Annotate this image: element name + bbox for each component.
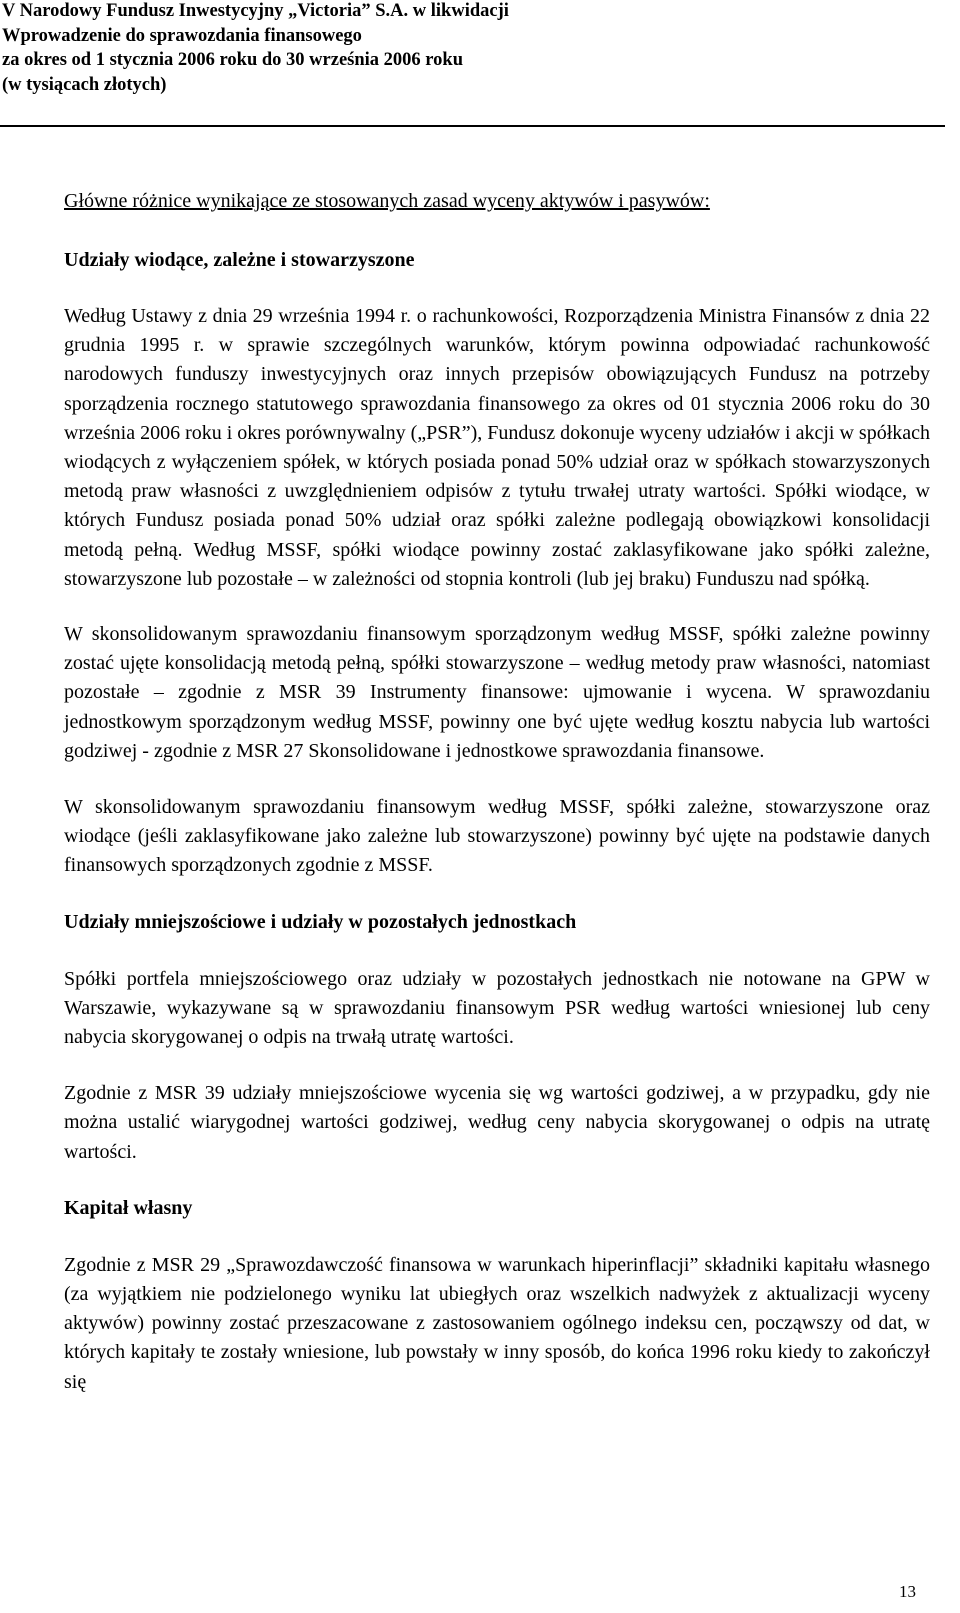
header-currency-unit: (w tysiącach złotych)	[2, 74, 167, 95]
header-period: za okres od 1 stycznia 2006 roku do 30 września 2006 roku	[2, 50, 463, 70]
header-divider	[0, 125, 945, 127]
paragraph-ifrs-basis: W skonsolidowanym sprawozdaniu finansowym według MSSF, spółki zależne, stowarzyszone oraz wiodące (jeśli zaklasyfikowane jako zależne lub stowarzyszone) powinny być ujęte na podstawie danych finansowych sporządzonych zgodnie z MSSF.	[64, 796, 930, 877]
paragraph-msr39-valuation: Zgodnie z MSR 39 udziały mniejszościowe wycenia się wg wartości godziwej, a w przypadku, gdy nie można ustalić wiarygodnej wartości godziwej, według ceny nabycia skorygowanej o odpis na utratę wartości.	[64, 1082, 930, 1163]
document-body	[64, 187, 930, 1397]
section-intro: Główne różnice wynikające ze stosowanych zasad wyceny aktywów i pasywów:	[64, 190, 710, 212]
heading-subsidiaries: Udziały wiodące, zależne i stowarzyszone	[64, 249, 415, 271]
heading-equity: Kapitał własny	[64, 1196, 193, 1219]
paragraph-subsidiaries-valuation: Według Ustawy z dnia 29 września 1994 r. o rachunkowości, Rozporządzenia Ministra Finansów z dnia 22 grudnia 1995 r. w sprawie szczególnych warunków, którym powinna odpowiadać rachunkowość narodowych funduszy inwestycyjnych oraz innych przepisów obowiązujących Fundusz na potrzeby sporządzenia rocznego statutowego sprawozdania finansowego za okres od 01 stycznia 2006 roku do 30 września 2006 roku i okres porównywalny („PSR”), Fundusz dokonuje wyceny udziałów i akcji w spółkach wiodących z wyłączeniem spółek, w których posiada ponad 50% udział oraz w spółkach stowarzyszonych metodą praw własności z uwzględnieniem odpisów z tytułu trwałej utraty wartości. Spółki wiodące, w których Fundusz posiada ponad 50% udział oraz spółki zależne podlegają obowiązkowi konsolidacji metodą pełną. Według MSSF, spółki wiodące powinny zostać zaklasyfikowane jako spółki zależne, stowarzyszone lub pozostałe – w zależności od stopnia kontroli (lub jej braku) Funduszu nad spółką.	[64, 305, 930, 590]
paragraph-minority-portfolio: Spółki portfela mniejszościowego oraz udziały w pozostałych jednostkach nie notowane na GPW w Warszawie, wykazywane są w sprawozdaniu finansowym PSR według wartości wniesionej lub ceny nabycia skorygowanej o odpis na trwałą utratę wartości.	[64, 967, 930, 1049]
document-header	[0, 0, 945, 97]
paragraph-msr29-hyperinflation: Zgodnie z MSR 29 „Sprawozdawczość finansowa w warunkach hiperinflacji” składniki kapitału własnego (za wyjątkiem nie podzielonego wyniku lat ubiegłych oraz wszelkich nadwyżek z aktualizacji wyceny aktywów) powinny zostać przeszacowane z zastosowaniem ogólnego indeksu cen, począwszy od dat, w których kapitały te zostały wniesione, lub powstały w inny sposób, do końca 1996 roku kiedy to zakończył się	[64, 1253, 930, 1393]
paragraph-consolidated-statements: W skonsolidowanym sprawozdaniu finansowym sporządzonym według MSSF, spółki zależne powinny zostać ujęte konsolidacją metodą pełną, spółki stowarzyszone – według metody praw własności, natomiast pozostałe – zgodnie z MSR 39 Instrumenty finansowe: ujmowanie i wycena. W sprawozdaniu jednostkowym sporządzonym według MSSF, powinny one być ujęte według kosztu nabycia lub wartości godziwej - zgodnie z MSR 27 Skonsolidowane i jednostkowe sprawozdania finansowe.	[64, 623, 930, 762]
header-document-title: Wprowadzenie do sprawozdania finansowego	[2, 25, 362, 46]
heading-minority-interests: Udziały mniejszościowe i udziały w pozostałych jednostkach	[64, 910, 577, 933]
header-company-name: V Narodowy Fundusz Inwestycyjny „Victoria” S.A. w likwidacji	[2, 1, 509, 21]
page-number: 13	[899, 1582, 916, 1601]
